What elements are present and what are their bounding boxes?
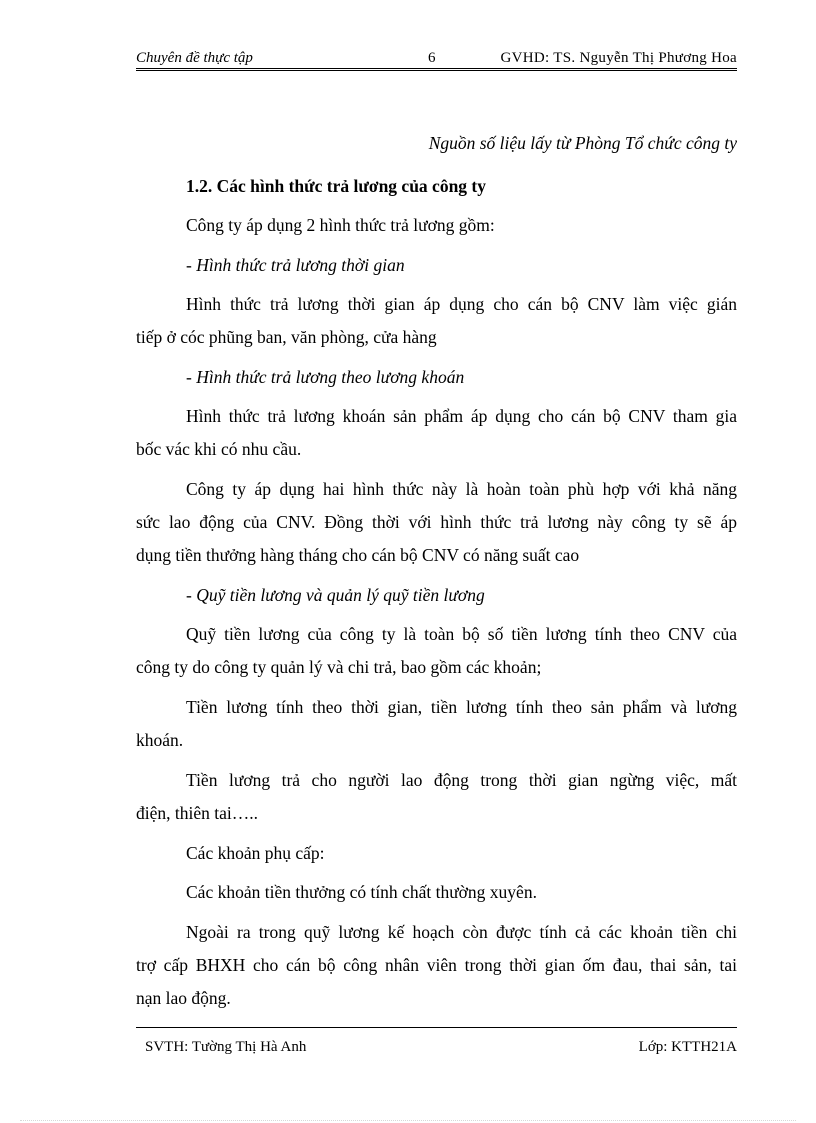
footer-class: Lớp: KTTH21A: [638, 1039, 737, 1055]
footer-student: SVTH: Tường Thị Hà Anh: [145, 1039, 307, 1055]
paragraph-13-line-3: nạn lao động.: [136, 988, 231, 1008]
section-title: 1.2. Các hình thức trả lương của công ty: [186, 176, 487, 196]
paragraph-9-line-2: khoán.: [136, 730, 184, 750]
header-divider: [136, 68, 737, 69]
paragraph-3-line-1: Hình thức trả lương thời gian áp dụng cho cán bộ CNV làm việc gián: [186, 294, 737, 314]
paragraph-10-line-1: Tiền lương trả cho người lao động trong thời gian ngừng việc, mất: [186, 770, 737, 790]
page-edge-dotted-line: [20, 1120, 796, 1121]
list-item-wage-fund: - Quỹ tiền lương và quản lý quỹ tiền lương: [186, 585, 485, 605]
list-item-piecework: - Hình thức trả lương theo lương khoán: [186, 367, 465, 387]
paragraph-10-line-2: điện, thiên tai…..: [136, 803, 258, 823]
paragraph-12: Các khoản tiền thưởng có tính chất thường xuyên.: [186, 882, 537, 902]
paragraph-6-line-1: Công ty áp dụng hai hình thức này là hoàn toàn phù hợp với khả năng: [186, 479, 737, 499]
page-header: [136, 46, 737, 68]
paragraph-11: Các khoản phụ cấp:: [186, 843, 325, 863]
source-note: Nguồn số liệu lấy từ Phòng Tổ chức công ty: [428, 133, 737, 153]
paragraph-5-line-1: Hình thức trả lương khoán sản phẩm áp dụng cho cán bộ CNV tham gia: [186, 406, 737, 426]
paragraph-13-line-1: Ngoài ra trong quỹ lương kế hoạch còn được tính cả các khoản tiền chi: [186, 922, 737, 942]
header-advisor: GVHD: TS. Nguyễn Thị Phương Hoa: [500, 50, 737, 66]
list-item-time-based: - Hình thức trả lương thời gian: [186, 255, 405, 275]
paragraph-13-line-2: trợ cấp BHXH cho cán bộ công nhân viên trong thời gian ốm đau, thai sản, tai: [136, 955, 737, 975]
header-divider-second: [136, 70, 737, 71]
paragraph-5-line-2: bốc vác khi có nhu cầu.: [136, 439, 302, 459]
paragraph-3-line-2: tiếp ở cóc phũng ban, văn phòng, cửa hàng: [136, 327, 437, 347]
page-number: 6: [428, 50, 436, 66]
paragraph-8-line-2: công ty do công ty quản lý và chi trả, bao gồm các khoản;: [136, 657, 542, 677]
paragraph-6-line-2: sức lao động của CNV. Đồng thời với hình thức trả lương này công ty sẽ áp: [136, 512, 737, 532]
paragraph-1: Công ty áp dụng 2 hình thức trả lương gồm:: [186, 215, 495, 235]
header-title: Chuyên đề thực tập: [136, 50, 253, 66]
paragraph-6-line-3: dụng tiền thưởng hàng tháng cho cán bộ CNV có năng suất cao: [136, 545, 580, 565]
footer-divider: [136, 1027, 737, 1028]
paragraph-8-line-1: Quỹ tiền lương của công ty là toàn bộ số tiền lương tính theo CNV của: [186, 624, 737, 644]
paragraph-9-line-1: Tiền lương tính theo thời gian, tiền lương tính theo sản phẩm và lương: [186, 697, 737, 717]
